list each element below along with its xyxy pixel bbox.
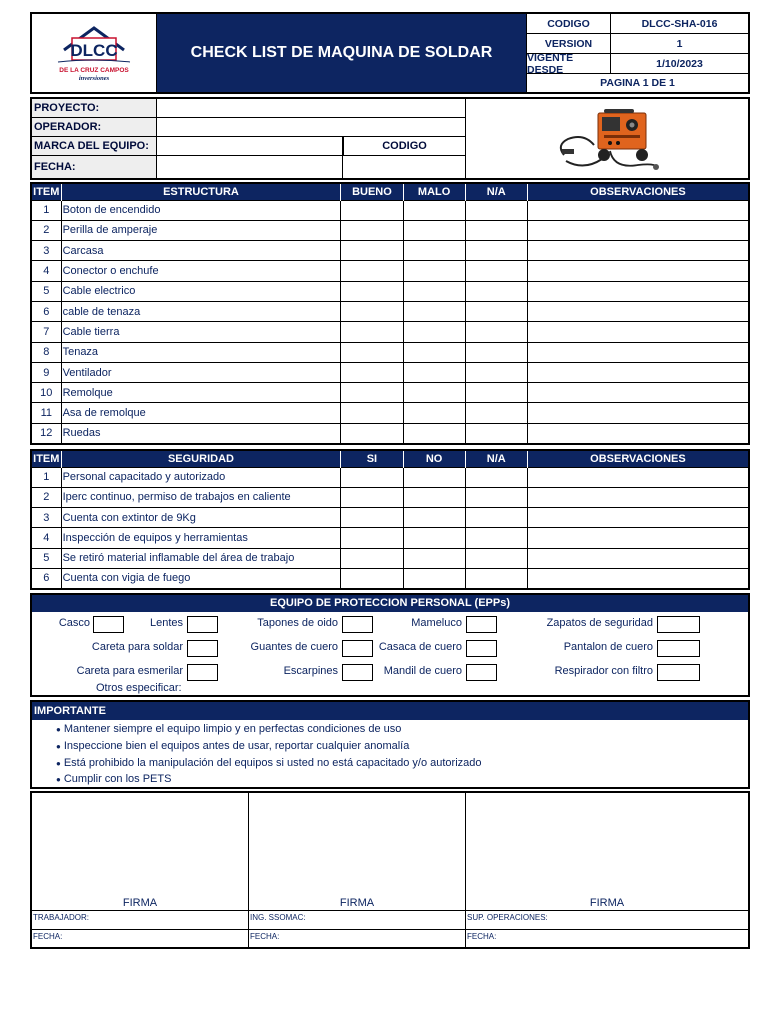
table-row: [31, 342, 749, 362]
col-observaciones: OBSERVACIONES: [527, 183, 749, 200]
check-cell-1[interactable]: [341, 362, 403, 382]
fecha-label: FECHA:: [32, 156, 157, 178]
item-number: 9: [31, 362, 61, 382]
epp-pantalon-checkbox[interactable]: [657, 640, 700, 657]
check-cell-na[interactable]: [465, 301, 527, 321]
codigo-equipo-field[interactable]: [343, 156, 466, 178]
epp-guantes-checkbox[interactable]: [342, 640, 373, 657]
table-row: [31, 403, 749, 423]
item-number: 1: [31, 200, 61, 220]
epp-tapones-label: Tapones de oido: [257, 617, 338, 629]
col-bueno: BUENO: [341, 183, 403, 200]
operador-field[interactable]: [157, 118, 466, 137]
check-cell-na[interactable]: [465, 467, 527, 487]
observaciones-cell[interactable]: [527, 568, 749, 588]
observaciones-cell[interactable]: [527, 200, 749, 220]
item-number: 7: [31, 322, 61, 342]
check-cell-na[interactable]: [465, 423, 527, 443]
check-cell-1[interactable]: [341, 528, 403, 548]
check-cell-2[interactable]: [403, 322, 465, 342]
fecha-field[interactable]: [157, 156, 343, 178]
check-cell-1[interactable]: [341, 301, 403, 321]
logo-graphic: [44, 20, 144, 86]
observaciones-cell[interactable]: [527, 220, 749, 240]
form-title: CHECK LIST DE MAQUINA DE SOLDAR: [157, 14, 526, 92]
item-label: Cuenta con vigia de fuego: [61, 568, 341, 588]
check-cell-1[interactable]: [341, 568, 403, 588]
seguridad-table: [30, 449, 750, 590]
item-number: 6: [31, 301, 61, 321]
importante-item: ● Inspeccione bien el equipos antes de usar, reportar cualquier anomalía: [56, 740, 410, 752]
item-label: Asa de remolque: [61, 403, 341, 423]
check-cell-2[interactable]: [403, 403, 465, 423]
seguridad-header-row: [31, 450, 749, 467]
check-cell-2[interactable]: [403, 261, 465, 281]
proyecto-label: PROYECTO:: [32, 99, 157, 118]
check-cell-na[interactable]: [465, 548, 527, 568]
fecha-sup-label: FECHA:: [466, 929, 748, 948]
company-logo: [32, 14, 157, 92]
check-cell-1[interactable]: [341, 423, 403, 443]
check-cell-na[interactable]: [465, 241, 527, 261]
check-cell-na[interactable]: [465, 362, 527, 382]
observaciones-cell[interactable]: [527, 281, 749, 301]
observaciones-cell[interactable]: [527, 301, 749, 321]
check-cell-1[interactable]: [341, 322, 403, 342]
item-label: Tenaza: [61, 342, 341, 362]
item-number: 11: [31, 403, 61, 423]
item-label: Perilla de amperaje: [61, 220, 341, 240]
epp-casaca-checkbox[interactable]: [466, 640, 497, 657]
bullet-icon: ●: [56, 759, 61, 768]
item-number: 4: [31, 528, 61, 548]
check-cell-2[interactable]: [403, 487, 465, 507]
item-number: 2: [31, 220, 61, 240]
col-malo: MALO: [403, 183, 465, 200]
check-cell-na[interactable]: [465, 281, 527, 301]
check-cell-2[interactable]: [403, 508, 465, 528]
item-label: Carcasa: [61, 241, 341, 261]
check-cell-1[interactable]: [341, 220, 403, 240]
item-number: 3: [31, 508, 61, 528]
epp-respirador-checkbox[interactable]: [657, 664, 700, 681]
equipment-info: [30, 97, 750, 180]
check-cell-2[interactable]: [403, 467, 465, 487]
proyecto-field[interactable]: [157, 99, 466, 118]
item-label: Ventilador: [61, 362, 341, 382]
item-number: 5: [31, 548, 61, 568]
observaciones-cell[interactable]: [527, 383, 749, 403]
epp-careta-soldar-label: Careta para soldar: [91, 641, 183, 653]
table-row: [31, 467, 749, 487]
observaciones-cell[interactable]: [527, 487, 749, 507]
epp-mameluco-checkbox[interactable]: [466, 616, 497, 633]
epp-section: [30, 593, 750, 697]
signature-trabajador[interactable]: [32, 793, 249, 947]
table-row: [31, 423, 749, 443]
item-label: Cable tierra: [61, 322, 341, 342]
table-row: [31, 528, 749, 548]
epp-otros-label: Otros especificar:: [96, 682, 182, 694]
welding-machine-icon: [554, 105, 664, 173]
estructura-header-row: [31, 183, 749, 200]
check-cell-na[interactable]: [465, 403, 527, 423]
item-number: 10: [31, 383, 61, 403]
check-cell-na[interactable]: [465, 200, 527, 220]
check-cell-1[interactable]: [341, 383, 403, 403]
table-row: [31, 301, 749, 321]
epp-guantes-label: Guantes de cuero: [250, 641, 338, 653]
epp-respirador-label: Respirador con filtro: [554, 665, 653, 677]
observaciones-cell[interactable]: [527, 423, 749, 443]
check-cell-1[interactable]: [341, 281, 403, 301]
check-cell-na[interactable]: [465, 342, 527, 362]
item-number: 1: [31, 467, 61, 487]
check-cell-2[interactable]: [403, 281, 465, 301]
item-label: Se retiró material inflamable del área de trabajo: [61, 548, 341, 568]
epp-casco-checkbox[interactable]: [93, 616, 124, 633]
check-cell-na[interactable]: [465, 220, 527, 240]
page-number: PAGINA 1 DE 1: [526, 74, 748, 92]
table-row: [31, 487, 749, 507]
epp-mandil-label: Mandil de cuero: [383, 665, 462, 677]
observaciones-cell[interactable]: [527, 403, 749, 423]
fecha-trabajador-label: FECHA:: [32, 929, 248, 948]
signature-ing-ssomac[interactable]: [249, 793, 466, 947]
check-cell-2[interactable]: [403, 568, 465, 588]
check-cell-na[interactable]: [465, 568, 527, 588]
epp-mameluco-label: Mameluco: [411, 617, 462, 629]
importante-item: ● Está prohibido la manipulación del equipos si usted no está capacitado y/o autorizado: [56, 757, 482, 769]
logo-initials: DLCC: [70, 41, 118, 60]
bullet-icon: ●: [56, 742, 61, 751]
epp-escarpines-label: Escarpines: [283, 665, 338, 677]
item-label: Inspección de equipos y herramientas: [61, 528, 341, 548]
observaciones-cell[interactable]: [527, 528, 749, 548]
table-row: [31, 261, 749, 281]
codigo-equipo-label: CODIGO: [343, 137, 466, 156]
item-number: 8: [31, 342, 61, 362]
check-cell-2[interactable]: [403, 200, 465, 220]
vigente-label: VIGENTE DESDE: [526, 54, 610, 74]
item-label: Ruedas: [61, 423, 341, 443]
bullet-icon: ●: [56, 725, 61, 734]
observaciones-cell[interactable]: [527, 241, 749, 261]
check-cell-1[interactable]: [341, 508, 403, 528]
check-cell-2[interactable]: [403, 241, 465, 261]
ing-ssomac-label: ING. SSOMAC:: [249, 910, 465, 929]
table-row: [31, 322, 749, 342]
sup-operaciones-label: SUP. OPERACIONES:: [466, 910, 748, 929]
table-row: [31, 568, 749, 588]
logo-company-name: DE LA CRUZ CAMPOS: [59, 67, 129, 74]
signature-section: [30, 791, 750, 949]
epp-zapatos-label: Zapatos de seguridad: [546, 617, 653, 629]
epp-mandil-checkbox[interactable]: [466, 664, 497, 681]
fecha-ing-label: FECHA:: [249, 929, 465, 948]
check-cell-2[interactable]: [403, 220, 465, 240]
check-cell-2[interactable]: [403, 528, 465, 548]
epp-careta-esmerilar-label: Careta para esmerilar: [76, 665, 183, 677]
check-cell-1[interactable]: [341, 241, 403, 261]
firma-label: FIRMA: [339, 897, 375, 909]
check-cell-na[interactable]: [465, 383, 527, 403]
item-label: cable de tenaza: [61, 301, 341, 321]
epp-escarpines-checkbox[interactable]: [342, 664, 373, 681]
observaciones-cell[interactable]: [527, 467, 749, 487]
table-row: [31, 281, 749, 301]
observaciones-cell[interactable]: [527, 322, 749, 342]
version-value: 1: [610, 34, 748, 54]
epp-zapatos-checkbox[interactable]: [657, 616, 700, 633]
marca-field[interactable]: [157, 137, 343, 156]
epp-careta-esmerilar-checkbox[interactable]: [187, 664, 218, 681]
check-cell-1[interactable]: [341, 548, 403, 568]
importante-section: [30, 700, 750, 789]
item-number: 2: [31, 487, 61, 507]
codigo-value: DLCC-SHA-016: [610, 14, 748, 34]
signature-sup-operaciones[interactable]: [466, 793, 748, 947]
item-number: 4: [31, 261, 61, 281]
check-cell-2[interactable]: [403, 383, 465, 403]
firma-label: FIRMA: [589, 897, 625, 909]
vigente-value: 1/10/2023: [610, 54, 748, 74]
check-cell-2[interactable]: [403, 423, 465, 443]
item-label: Iperc continuo, permiso de trabajos en caliente: [61, 487, 341, 507]
table-row: [31, 362, 749, 382]
check-cell-2[interactable]: [403, 548, 465, 568]
check-cell-na[interactable]: [465, 508, 527, 528]
firma-label: FIRMA: [122, 897, 158, 909]
item-number: 5: [31, 281, 61, 301]
check-cell-1[interactable]: [341, 200, 403, 220]
importante-item: ● Cumplir con los PETS: [56, 773, 172, 785]
epp-title: EQUIPO DE PROTECCION PERSONAL (EPPs): [32, 595, 748, 612]
col-item: ITEM: [31, 183, 61, 200]
estructura-table: [30, 182, 750, 445]
epp-casaca-label: Casaca de cuero: [378, 641, 462, 653]
table-row: [31, 548, 749, 568]
col-seguridad: SEGURIDAD: [61, 450, 341, 467]
item-number: 3: [31, 241, 61, 261]
col-si: SI: [341, 450, 403, 467]
document-header: [30, 12, 750, 94]
item-label: Cuenta con extintor de 9Kg: [61, 508, 341, 528]
check-cell-1[interactable]: [341, 342, 403, 362]
table-row: [31, 383, 749, 403]
table-row: [31, 508, 749, 528]
item-number: 6: [31, 568, 61, 588]
epp-lentes-label: Lentes: [149, 617, 183, 629]
col-item: ITEM: [31, 450, 61, 467]
item-label: Conector o enchufe: [61, 261, 341, 281]
epp-careta-soldar-checkbox[interactable]: [187, 640, 218, 657]
check-cell-na[interactable]: [465, 528, 527, 548]
check-cell-1[interactable]: [341, 487, 403, 507]
epp-pantalon-label: Pantalon de cuero: [563, 641, 653, 653]
item-label: Cable electrico: [61, 281, 341, 301]
item-number: 12: [31, 423, 61, 443]
codigo-label: CODIGO: [526, 14, 610, 34]
observaciones-cell[interactable]: [527, 548, 749, 568]
check-cell-1[interactable]: [341, 261, 403, 281]
check-cell-1[interactable]: [341, 403, 403, 423]
check-cell-na[interactable]: [465, 487, 527, 507]
table-row: [31, 200, 749, 220]
col-observaciones: OBSERVACIONES: [527, 450, 749, 467]
item-label: Boton de encendido: [61, 200, 341, 220]
epp-casco-label: Casco: [58, 617, 90, 629]
col-no: NO: [403, 450, 465, 467]
document-meta: [526, 14, 748, 92]
importante-item: ● Mantener siempre el equipo limpio y en perfectas condiciones de uso: [56, 723, 402, 735]
operador-label: OPERADOR:: [32, 118, 157, 137]
check-cell-2[interactable]: [403, 301, 465, 321]
check-cell-na[interactable]: [465, 322, 527, 342]
item-label: Personal capacitado y autorizado: [61, 467, 341, 487]
trabajador-label: TRABAJADOR:: [32, 910, 248, 929]
version-label: VERSION: [526, 34, 610, 54]
col-na: N/A: [465, 183, 527, 200]
epp-lentes-checkbox[interactable]: [187, 616, 218, 633]
observaciones-cell[interactable]: [527, 261, 749, 281]
bullet-icon: ●: [56, 775, 61, 784]
marca-label: MARCA DEL EQUIPO:: [32, 137, 157, 156]
observaciones-cell[interactable]: [527, 342, 749, 362]
check-cell-na[interactable]: [465, 261, 527, 281]
check-cell-2[interactable]: [403, 342, 465, 362]
epp-tapones-checkbox[interactable]: [342, 616, 373, 633]
table-row: [31, 241, 749, 261]
col-na: N/A: [465, 450, 527, 467]
observaciones-cell[interactable]: [527, 508, 749, 528]
importante-title: IMPORTANTE: [32, 702, 748, 720]
item-label: Remolque: [61, 383, 341, 403]
observaciones-cell[interactable]: [527, 362, 749, 382]
check-cell-2[interactable]: [403, 362, 465, 382]
check-cell-1[interactable]: [341, 467, 403, 487]
table-row: [31, 220, 749, 240]
col-estructura: ESTRUCTURA: [61, 183, 341, 200]
logo-subtitle: inversiones: [78, 75, 110, 82]
welding-machine-image: [467, 99, 751, 178]
